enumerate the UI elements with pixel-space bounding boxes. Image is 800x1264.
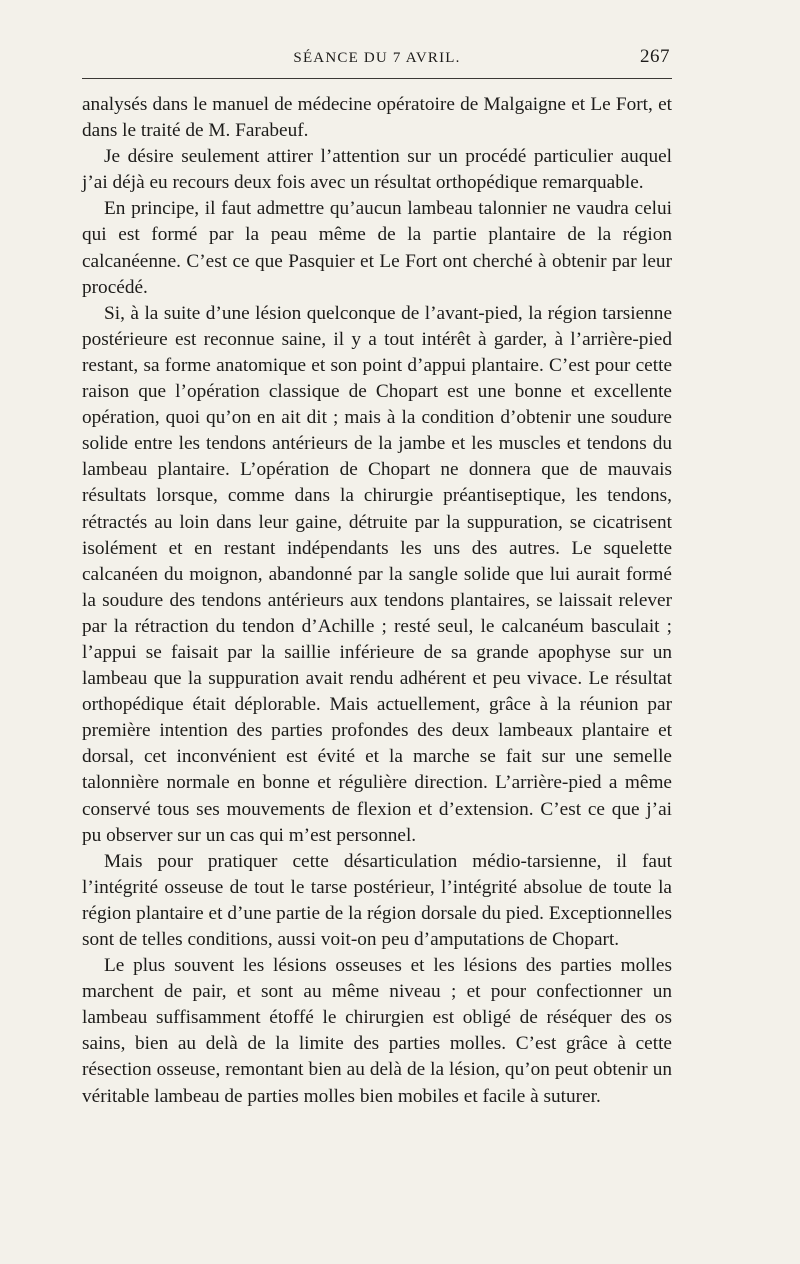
running-head [82,46,672,70]
running-title: SÉANCE DU 7 AVRIL. [293,50,461,66]
paragraph: Le plus souvent les lésions osseuses et les lésions des parties molles marchent de pair, et sont au même niveau ; et pour confectionner un lambeau suffisamment étoffé le chirurgien est obligé de réséquer des os sains, bien au delà de la limite des parties molles. C’est grâce à cette résection osseuse, remontant bien au delà de la lésion, qu’on peut obtenir un véritable lambeau de parties molles bien mobiles et facile à suturer. [82,955,672,1107]
header-rule [82,78,672,79]
paragraph: Si, à la suite d’une lésion quelconque de l’avant-pied, la région tarsienne postérieure est reconnue saine, il y a tout intérêt à garder, à l’arrière-pied restant, sa forme anatomique et son point d’appui plantaire. C’est pour cette raison que l’opération classique de Chopart est une bonne et excellente opération, quoi qu’on en ait dit ; mais à la condition d’obtenir une soudure solide entre les tendons antérieurs de la jambe et les muscles et tendons du lambeau plantaire. L’opération de Chopart ne donnera que de mauvais résultats lorsque, comme dans la chirurgie préantiseptique, les tendons, rétractés au loin dans leur gaine, détruite par la suppuration, se cicatrisent isolément et en restant indépendants les uns des autres. Le squelette calcanéen du moignon, abandonné par la sangle solide que lui aurait formé la soudure des tendons antérieurs aux tendons plantaires, se laissait relever par la rétraction du tendon d’Achille ; resté seul, le calcanéum basculait ; l’appui se faisait par la saillie inférieure de sa grande apophyse sur un lambeau que la suppuration avait rendu adhérent et peu vivace. Le résultat orthopédique était déplorable. Mais actuellement, grâce à la réunion par première intention des parties profondes des deux lambeaux plantaire et dorsal, cet inconvénient est évité et la marche se fait sur une semelle talonnière normale en bonne et régulière direction. L’arrière-pied a même conservé tous ses mouvements de flexion et d’extension. C’est ce que j’ai pu observer sur un cas qui m’est personnel. [82,302,672,846]
paragraph: analysés dans le manuel de médecine opératoire de Malgaigne et Le Fort, et dans le traité de M. Farabeuf. [82,94,672,142]
paragraph: Mais pour pratiquer cette désarticulation médio-tarsienne, il faut l’intégrité osseuse de tout le tarse postérieur, l’intégrité absolue de toute la région plantaire et d’une partie de la région dorsale du pied. Exceptionnelles sont de telles conditions, aussi voit-on peu d’amputations de Chopart. [82,850,672,950]
page-number: 267 [640,46,670,67]
paragraph: Je désire seulement attirer l’attention sur un procédé particulier auquel j’ai déjà eu recours deux fois avec un résultat orthopédique remarquable. [82,146,672,194]
body-text [82,92,672,1110]
paragraph: En principe, il faut admettre qu’aucun lambeau talonnier ne vaudra celui qui est formé par la peau même de la partie plantaire de la région calcanéenne. C’est ce que Pasquier et Le Fort ont cherché à obtenir par leur procédé. [82,198,672,298]
